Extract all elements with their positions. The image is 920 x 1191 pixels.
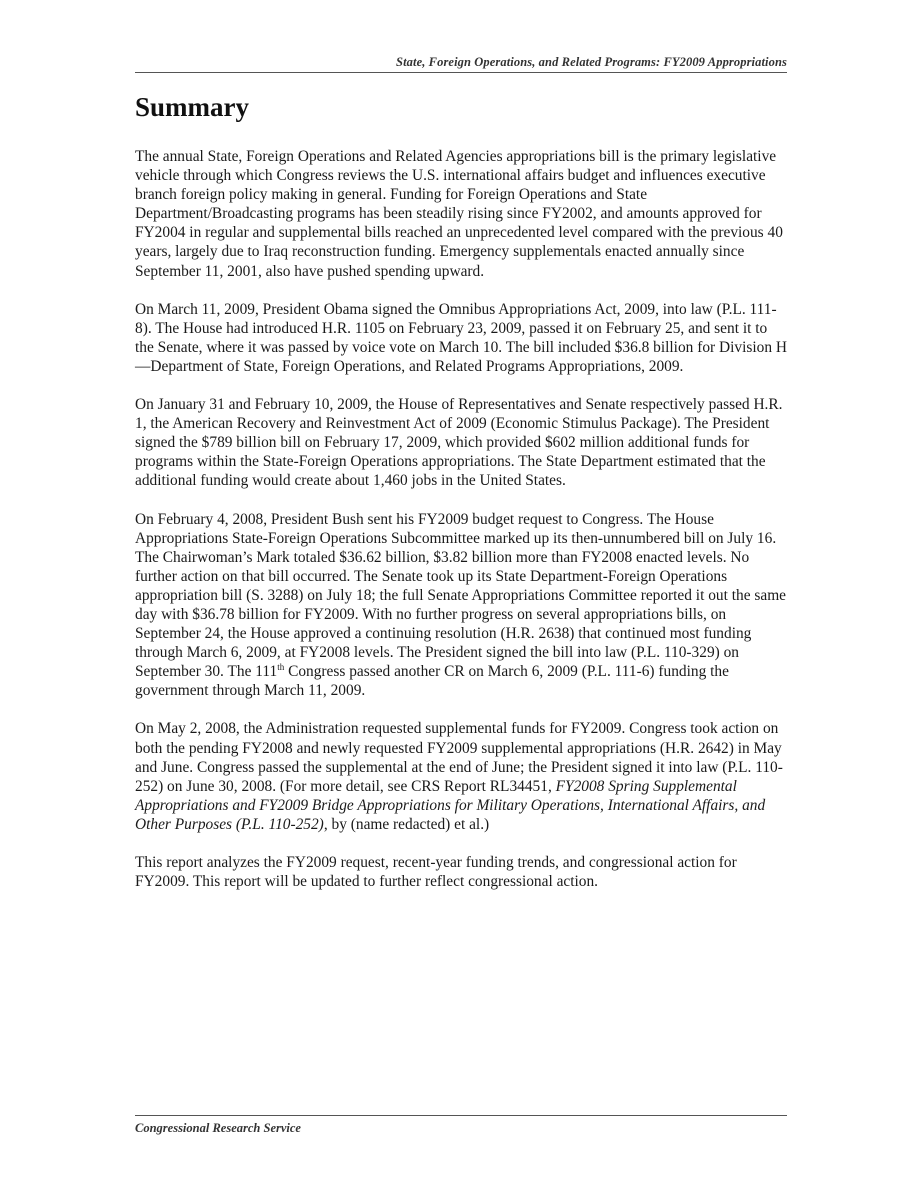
paragraph-4 — [135, 510, 787, 701]
page-title: Summary — [135, 92, 249, 122]
footer-text: Congressional Research Service — [135, 1121, 301, 1135]
paragraph-5 — [135, 719, 787, 834]
paragraph-1: The annual State, Foreign Operations and Related Agencies appropriations bill is the primary legislative vehicle through which Congress reviews the U.S. international affairs budget and influences executive branch foreign policy making in general. Funding for Foreign Operations and State Department/Broadcasting programs has been steadily rising since FY2002, and amounts approved for FY2004 in regular and supplemental bills reached an unprecedented level compared with the previous 40 years, largely due to Iraq reconstruction funding. Emergency supplementals enacted annually since September 11, 2001, also have pushed spending upward. — [135, 148, 783, 280]
paragraph-6: This report analyzes the FY2009 request, recent-year funding trends, and congressional action for FY2009. This report will be updated to further reflect congressional action. — [135, 854, 737, 891]
header-divider — [135, 72, 787, 73]
paragraph-3: On January 31 and February 10, 2009, the House of Representatives and Senate respectively passed H.R. 1, the American Recovery and Reinvestment Act of 2009 (Economic Stimulus Package). The President signed the $789 billion bill on February 17, 2009, which provided $602 million additional funds for programs within the State-Foreign Operations appropriations. The State Department estimated that the additional funding would create about 1,460 jobs in the United States. — [135, 396, 783, 490]
paragraph-5-text-b: , by (name redacted) et al.) — [323, 815, 490, 833]
footer-divider — [135, 1115, 787, 1116]
running-header: State, Foreign Operations, and Related Programs: FY2009 Appropriations — [396, 55, 787, 69]
paragraph-5-text-a: On May 2, 2008, the Administration requested supplemental funds for FY2009. Congress took action on both the pending FY2008 and newly requested FY2009 supplemental appropriations (H.R. 2642) in May and June. Congress passed the supplemental at the end of June; the President signed it into law (P.L. 110-252) on June 30, 2008. (For more detail, see CRS Report RL34451, — [135, 720, 783, 795]
paragraph-4-text-b: Congress passed another CR on March 6, 2009 (P.L. 111-6) funding the government through March 11, 2009. — [135, 663, 729, 700]
paragraph-4-text-a: On February 4, 2008, President Bush sent his FY2009 budget request to Congress. The House Appropriations State-Foreign Operations Subcommittee marked up its then-unnumbered bill on July 16. The Chairwoman’s Mark totaled $36.62 billion, $3.82 billion more than FY2008 enacted levels. No further action on that bill occurred. The Senate took up its State Department-Foreign Operations appropriation bill (S. 3288) on July 18; the full Senate Appropriations Committee reported it out the same day with $36.78 billion for FY2009. With no further progress on several appropriations bills, on September 24, the House approved a continuing resolution (H.R. 2638) that continued most funding through March 6, 2009, at FY2008 levels. The President signed the bill into law (P.L. 110-329) on September 30. The 111 — [135, 510, 786, 681]
paragraph-2: On March 11, 2009, President Obama signed the Omnibus Appropriations Act, 2009, into law (P.L. 111-8). The House had introduced H.R. 1105 on February 23, 2009, passed it on February 25, and sent it to the Senate, where it was passed by voice vote on March 10. The bill included $36.8 billion for Division H—Department of State, Foreign Operations, and Related Programs Appropriations, 2009. — [135, 300, 787, 375]
summary-body — [135, 147, 787, 910]
ordinal-suffix: th — [277, 662, 285, 673]
crs-report-title: FY2008 Spring Supplemental Appropriations and FY2009 Bridge Appropriations for Military Operations, International Affairs, and Other Purposes (P.L. 110-252) — [135, 777, 766, 833]
